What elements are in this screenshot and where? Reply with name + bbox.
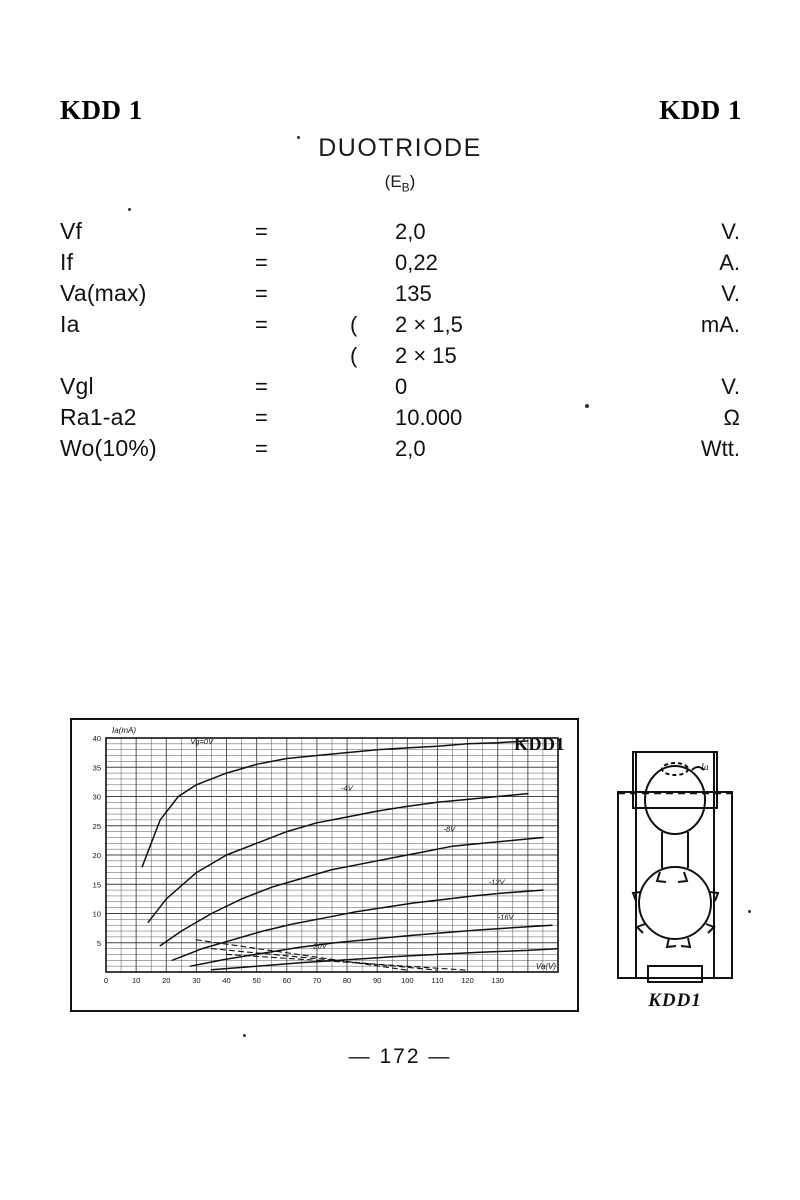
subtitle-suffix: ) <box>409 172 416 191</box>
spec-equals: = <box>255 435 268 461</box>
tube-code-right: KDD 1 <box>659 95 742 125</box>
characteristic-curves-chart <box>70 718 579 1012</box>
svg-text:Va(V): Va(V) <box>535 962 556 971</box>
svg-text:15: 15 <box>92 880 101 890</box>
spec-unit: Wtt. <box>700 435 740 461</box>
spec-paren <box>350 247 395 278</box>
spec-param: Vf <box>60 218 83 244</box>
svg-text:110: 110 <box>431 976 444 985</box>
spec-value: 135 <box>395 280 432 306</box>
spec-param: Wo(10%) <box>60 435 157 461</box>
table-row <box>60 340 740 371</box>
svg-text:25: 25 <box>92 821 101 831</box>
tube-base-diagram <box>600 748 750 998</box>
chart-label: KDD1 <box>514 734 565 754</box>
spec-value: 10.000 <box>395 404 463 430</box>
table-row <box>60 402 740 433</box>
svg-text:20: 20 <box>92 851 101 860</box>
table-row <box>60 247 740 278</box>
spec-unit: Ω <box>723 404 740 430</box>
spec-param: Vgl <box>60 373 94 399</box>
figures-area <box>0 718 800 1038</box>
scan-speck <box>297 136 300 139</box>
spec-equals: = <box>255 280 268 306</box>
svg-text:5: 5 <box>96 938 101 948</box>
table-row <box>60 371 740 402</box>
spec-paren: ( <box>350 311 358 337</box>
svg-text:-4V: -4V <box>341 783 353 793</box>
spec-param: Ia <box>60 311 80 337</box>
svg-text:100: 100 <box>401 976 414 985</box>
subtitle-subscript: B <box>401 180 410 195</box>
page-subtitle <box>0 172 800 194</box>
table-row <box>60 216 740 247</box>
svg-text:20: 20 <box>162 976 171 985</box>
spec-equals <box>255 340 350 371</box>
spec-value: 0,22 <box>395 249 438 275</box>
page-number: — 172 — <box>348 1045 452 1068</box>
svg-text:60: 60 <box>282 976 291 985</box>
table-row <box>60 433 740 464</box>
base-pin-label: Ia <box>701 762 709 772</box>
spec-value: 2,0 <box>395 218 426 244</box>
spec-paren <box>350 433 395 464</box>
specifications-table <box>60 216 740 464</box>
svg-text:90: 90 <box>373 976 382 985</box>
svg-text:80: 80 <box>342 976 352 985</box>
spec-equals: = <box>255 218 268 244</box>
base-diagram-caption: KDD1 <box>648 990 702 1011</box>
svg-text:-8V: -8V <box>443 824 456 834</box>
spec-paren: ( <box>350 342 358 368</box>
spec-equals: = <box>255 404 268 430</box>
svg-text:40: 40 <box>222 976 231 985</box>
spec-unit: A. <box>719 249 740 275</box>
svg-text:30: 30 <box>192 976 201 985</box>
spec-value: 2,0 <box>395 435 426 461</box>
tube-code-left: KDD 1 <box>60 95 143 125</box>
svg-text:30: 30 <box>92 792 101 802</box>
spec-param <box>60 340 255 371</box>
tube-base-svg <box>600 748 750 998</box>
subtitle-prefix: (E <box>384 172 402 191</box>
svg-text:120: 120 <box>461 976 474 985</box>
svg-text:-20V: -20V <box>310 941 327 951</box>
spec-paren <box>350 216 395 247</box>
svg-text:10: 10 <box>131 976 141 985</box>
svg-text:50: 50 <box>252 976 261 985</box>
spec-paren <box>350 402 395 433</box>
spec-paren <box>350 371 395 402</box>
page-title: DUOTRIODE <box>318 134 482 162</box>
spec-value: 2 × 15 <box>395 342 457 368</box>
table-row <box>60 309 740 340</box>
svg-text:-12V: -12V <box>488 877 505 887</box>
svg-text:70: 70 <box>312 976 322 985</box>
spec-unit <box>625 340 740 371</box>
spec-value: 0 <box>395 373 408 399</box>
chart-svg <box>72 720 573 1006</box>
spec-value: 2 × 1,5 <box>395 311 463 337</box>
svg-text:10: 10 <box>92 909 101 919</box>
spec-param: Va(max) <box>60 280 147 306</box>
svg-text:0: 0 <box>103 976 109 985</box>
page-header <box>0 95 800 129</box>
table-row <box>60 278 740 309</box>
spec-param: Ra1-a2 <box>60 404 137 430</box>
svg-text:Vg=0V: Vg=0V <box>190 736 214 746</box>
spec-param: If <box>60 249 74 275</box>
spec-paren <box>350 278 395 309</box>
spec-equals: = <box>255 249 268 275</box>
svg-text:130: 130 <box>491 976 504 985</box>
spec-equals: = <box>255 311 268 337</box>
spec-unit: V. <box>721 373 740 399</box>
spec-unit: V. <box>721 218 740 244</box>
svg-text:35: 35 <box>92 763 101 773</box>
scan-speck <box>128 208 131 211</box>
svg-text:40: 40 <box>92 734 101 743</box>
spec-unit: V. <box>721 280 740 306</box>
svg-text:-16V: -16V <box>497 912 514 922</box>
svg-text:Ia(mA): Ia(mA) <box>112 726 136 735</box>
spec-equals: = <box>255 373 268 399</box>
spec-unit: mA. <box>700 311 740 337</box>
